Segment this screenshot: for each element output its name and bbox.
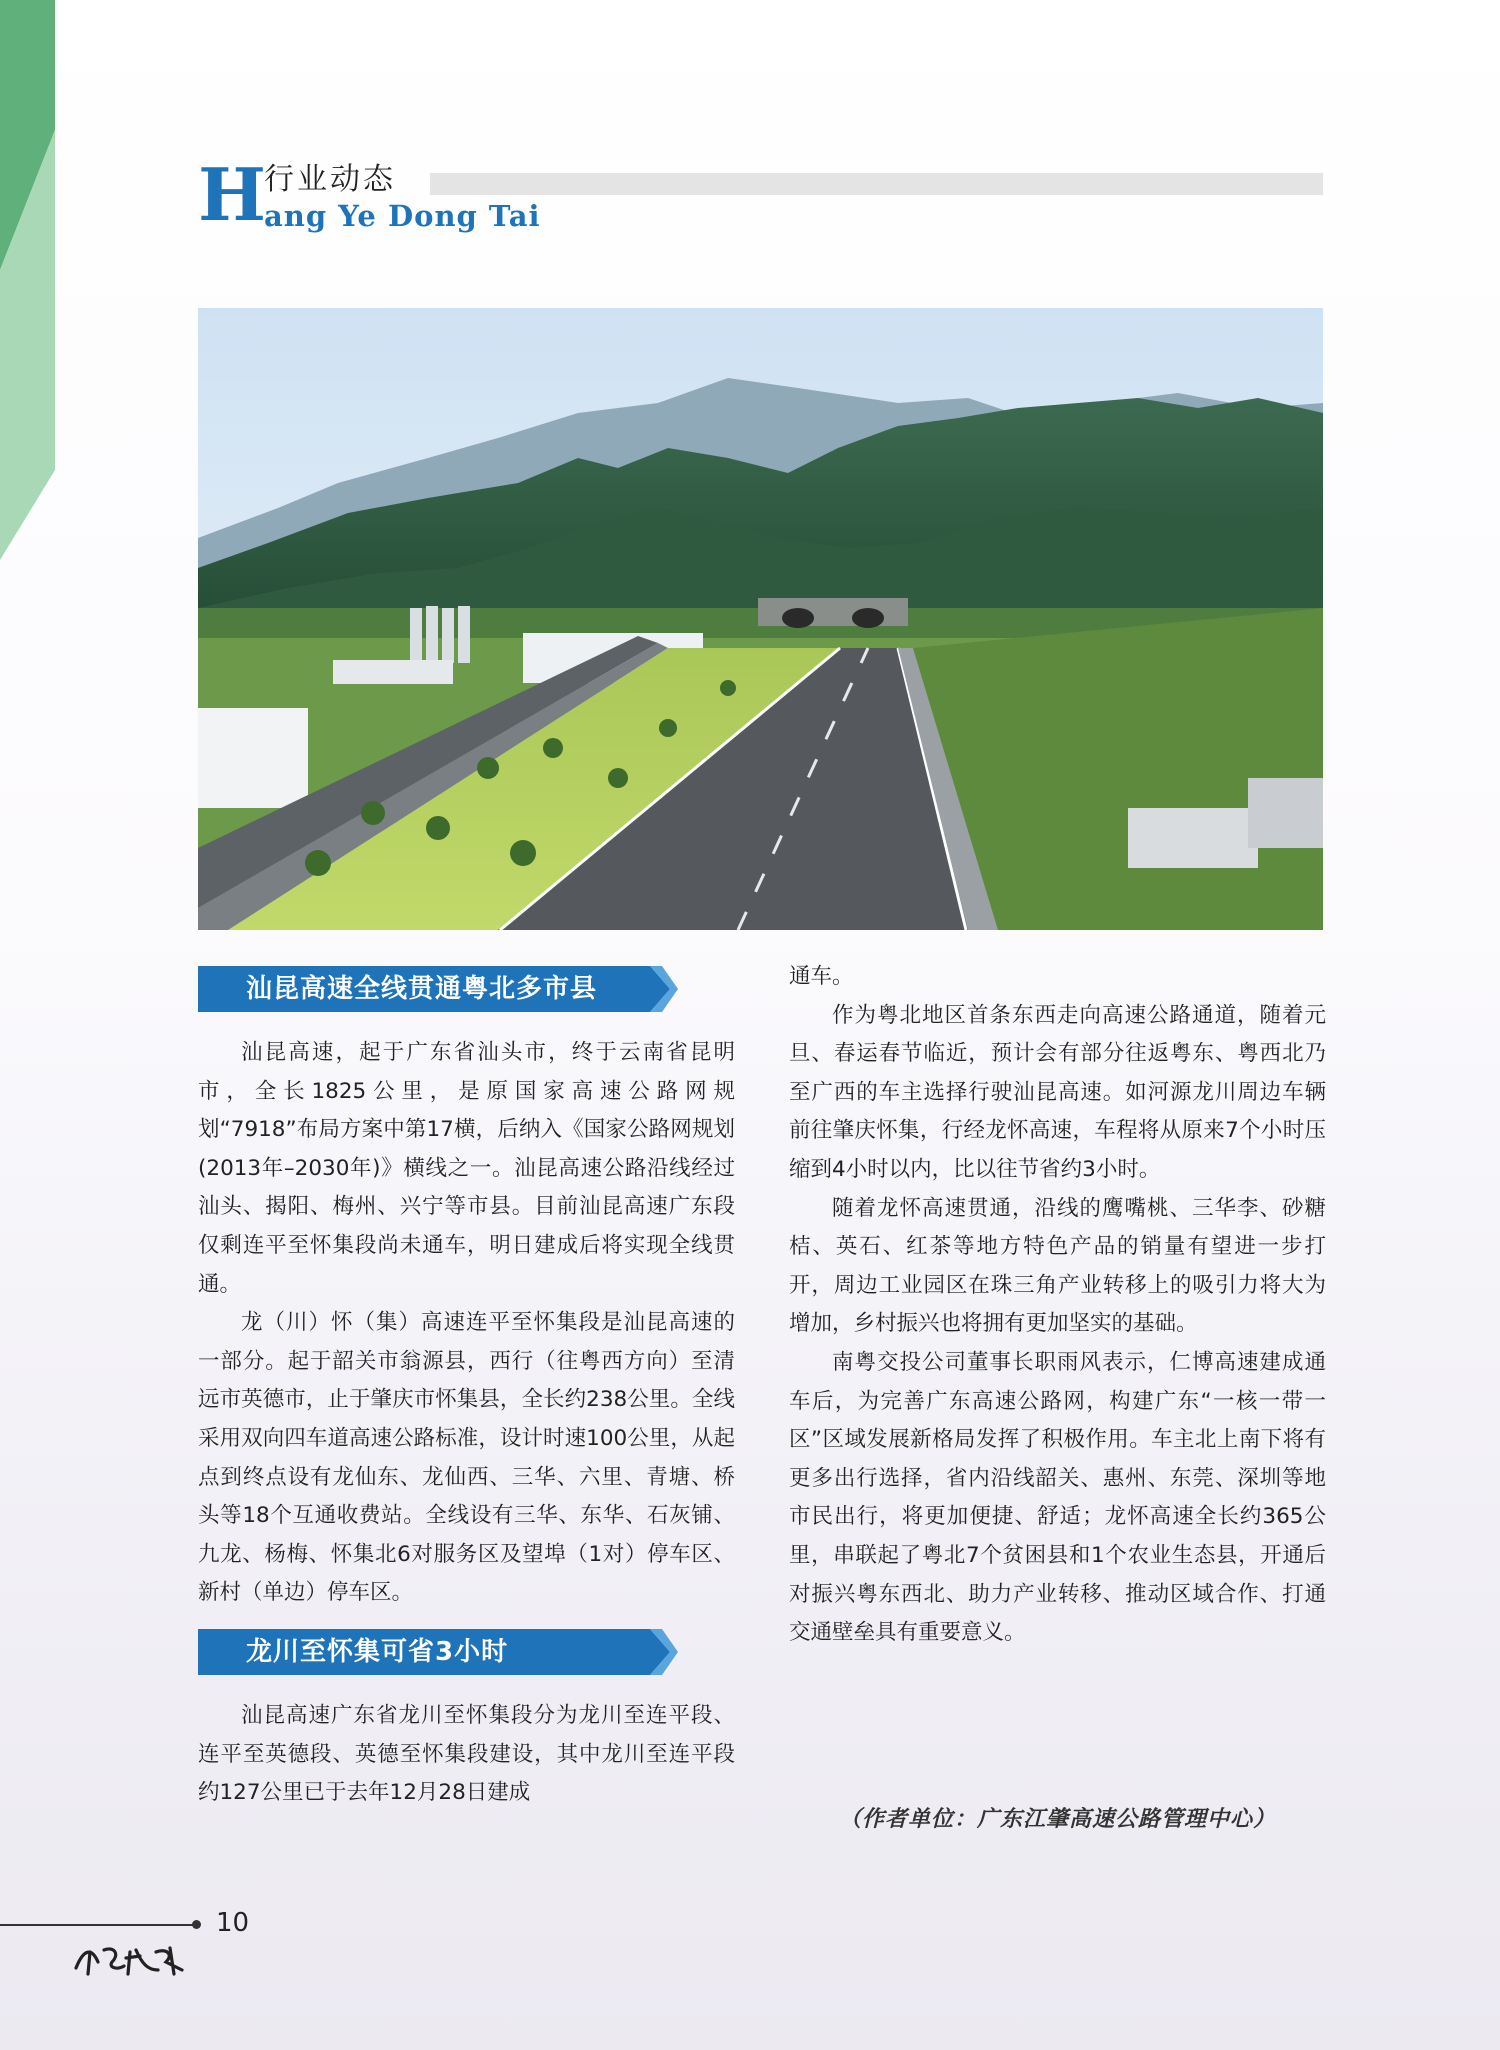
page-number: 10 [216, 1908, 250, 1938]
publication-logo [70, 1940, 200, 1984]
section-title-2: 龙川至怀集可省3小时 [246, 1636, 509, 1667]
paragraph: 随着龙怀高速贯通，沿线的鹰嘴桃、三华李、砂糖桔、英石、红茶等地方特色产品的销量有望进一步打开，周边工业园区在珠三角产业转移上的吸引力将大为增加，乡村振兴也将拥有更加坚实的基础。 [789, 1195, 1326, 1337]
paragraph: 汕昆高速广东省龙川至怀集段分为龙川至连平段、连平至英德段、英德至怀集段建设，其中龙川至连平段约127公里已于去年12月28日建成 [198, 1702, 735, 1806]
paragraph: 汕昆高速，起于广东省汕头市，终于云南省昆明市，全长1825公里，是原国家高速公路网规划“7918”布局方案中第17横，后纳入《国家公路网规划(2013年–2030年)》横线之一。汕昆高速公路沿线经过汕头、揭阳、梅州、兴宁等市县。目前汕昆高速广东段仅剩连平至怀集段尚未通车，明日建成后将实现全线贯通。 [198, 1040, 735, 1297]
paragraph: 通车。 [789, 964, 854, 989]
footer-rule [0, 1924, 195, 1926]
paragraph: 南粤交投公司董事长职雨风表示，仁博高速建成通车后，为完善广东高速公路网，构建广东“一核一带一区”区域发展新格局发挥了积极作用。车主北上南下将有更多出行选择，省内沿线韶关、惠州、东莞、深圳等地市民出行，将更加便捷、舒适；龙怀高速全长约365公里，串联起了粤北7个贫困县和1个农业生态县，开通后对振兴粤东西北、助力产业转移、推动区域合作、打通交通壁垒具有重要意义。 [789, 1349, 1326, 1646]
section-header [198, 152, 1323, 237]
header-title-pinyin: ang Ye Dong Tai [264, 199, 541, 233]
footer-dot-icon [192, 1920, 201, 1929]
author-affiliation: （作者单位：广东江肇高速公路管理中心） [838, 1807, 1276, 1832]
header-divider-bar [430, 173, 1323, 195]
header-initial: H [198, 152, 267, 237]
section-heading-2 [198, 1627, 735, 1677]
header-title-cn: 行业动态 [264, 162, 396, 197]
section-heading-1 [198, 964, 735, 1014]
right-column [789, 958, 1326, 1653]
left-column [198, 960, 735, 1813]
section-title-1: 汕昆高速全线贯通粤北多市县 [246, 974, 598, 1004]
paragraph: 龙（川）怀（集）高速连平至怀集段是汕昆高速的一部分。起于韶关市翁源县，西行（往粤西方向）至清远市英德市，止于肇庆市怀集县，全长约238公里。全线采用双向四车道高速公路标准，设计时速100公里，从起点到终点设有龙仙东、龙仙西、三华、六里、青塘、桥头等18个互通收费站。全线设有三华、东华、石灰铺、九龙、杨梅、怀集北6对服务区及望埠（1对）停车区、新村（单边）停车区。 [198, 1310, 735, 1606]
highway-landscape-photo [198, 308, 1323, 930]
paragraph: 作为粤北地区首条东西走向高速公路通道，随着元旦、春运春节临近，预计会有部分往返粤东、粤西北乃至广西的车主选择行驶汕昆高速。如河源龙川周边车辆前往肇庆怀集，行经龙怀高速，车程将从原来7个小时压缩到4小时以内，比以往节省约3小时。 [789, 1002, 1326, 1182]
decorative-green-band [0, 0, 55, 560]
logo-calligraphy-icon [70, 1940, 200, 1980]
